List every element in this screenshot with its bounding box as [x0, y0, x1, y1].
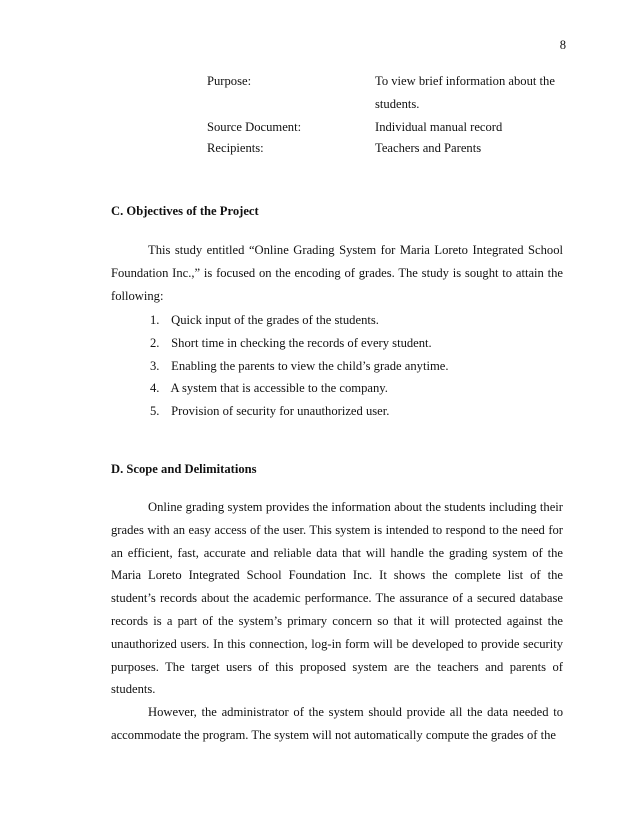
list-item: 1. Quick input of the grades of the students. [150, 313, 379, 327]
list-item: 5. Provision of security for unauthorized user. [150, 404, 390, 419]
section-d-heading: D. Scope and Delimitations [111, 462, 257, 476]
section-c-heading: C. Objectives of the Project [111, 204, 259, 218]
list-item: 3. Enabling the parents to view the child’s grade anytime. [150, 358, 449, 373]
section-d-paragraph-2: However, the administrator of the system should provide all the data needed to accommodate the program. The system will not automatically compute the grades of the [111, 705, 563, 742]
purpose-value-continued: students. [375, 97, 420, 111]
source-document-label: Source Document: [207, 120, 302, 134]
section-c-intro: This study entitled “Online Grading System for Maria Loreto Integrated School Foundation Inc.,” is focused on the encoding of grades. The study is sought to attain the following: [111, 243, 563, 303]
purpose-label: Purpose: [207, 74, 252, 88]
list-item: 2. Short time in checking the records of every student. [150, 335, 432, 350]
purpose-value: To view brief information about the [375, 74, 555, 88]
recipients-label: Recipients: [207, 141, 264, 155]
objectives-list [150, 309, 449, 423]
list-item: 4. A system that is accessible to the company. [150, 381, 388, 396]
recipients-value: Teachers and Parents [375, 141, 482, 155]
section-d-paragraph-1: Online grading system provides the information about the students including their grades with an easy access of the user. This system is intended to respond to the need for an efficient, fast, accurate and reliable data that will handle the grading system of the Maria Loreto Integrated School Foundation Inc. It shows the complete list of the student’s records about the academic performance. The assurance of a secured database records is a part of the system’s primary concern so that it will protected against the unauthorized users. In this connection, log-in form will be developed to provide security purposes. The target users of this proposed system are the teachers and parents of students. [111, 500, 563, 697]
page-number: 8 [559, 38, 566, 52]
source-document-value: Individual manual record [375, 120, 503, 134]
